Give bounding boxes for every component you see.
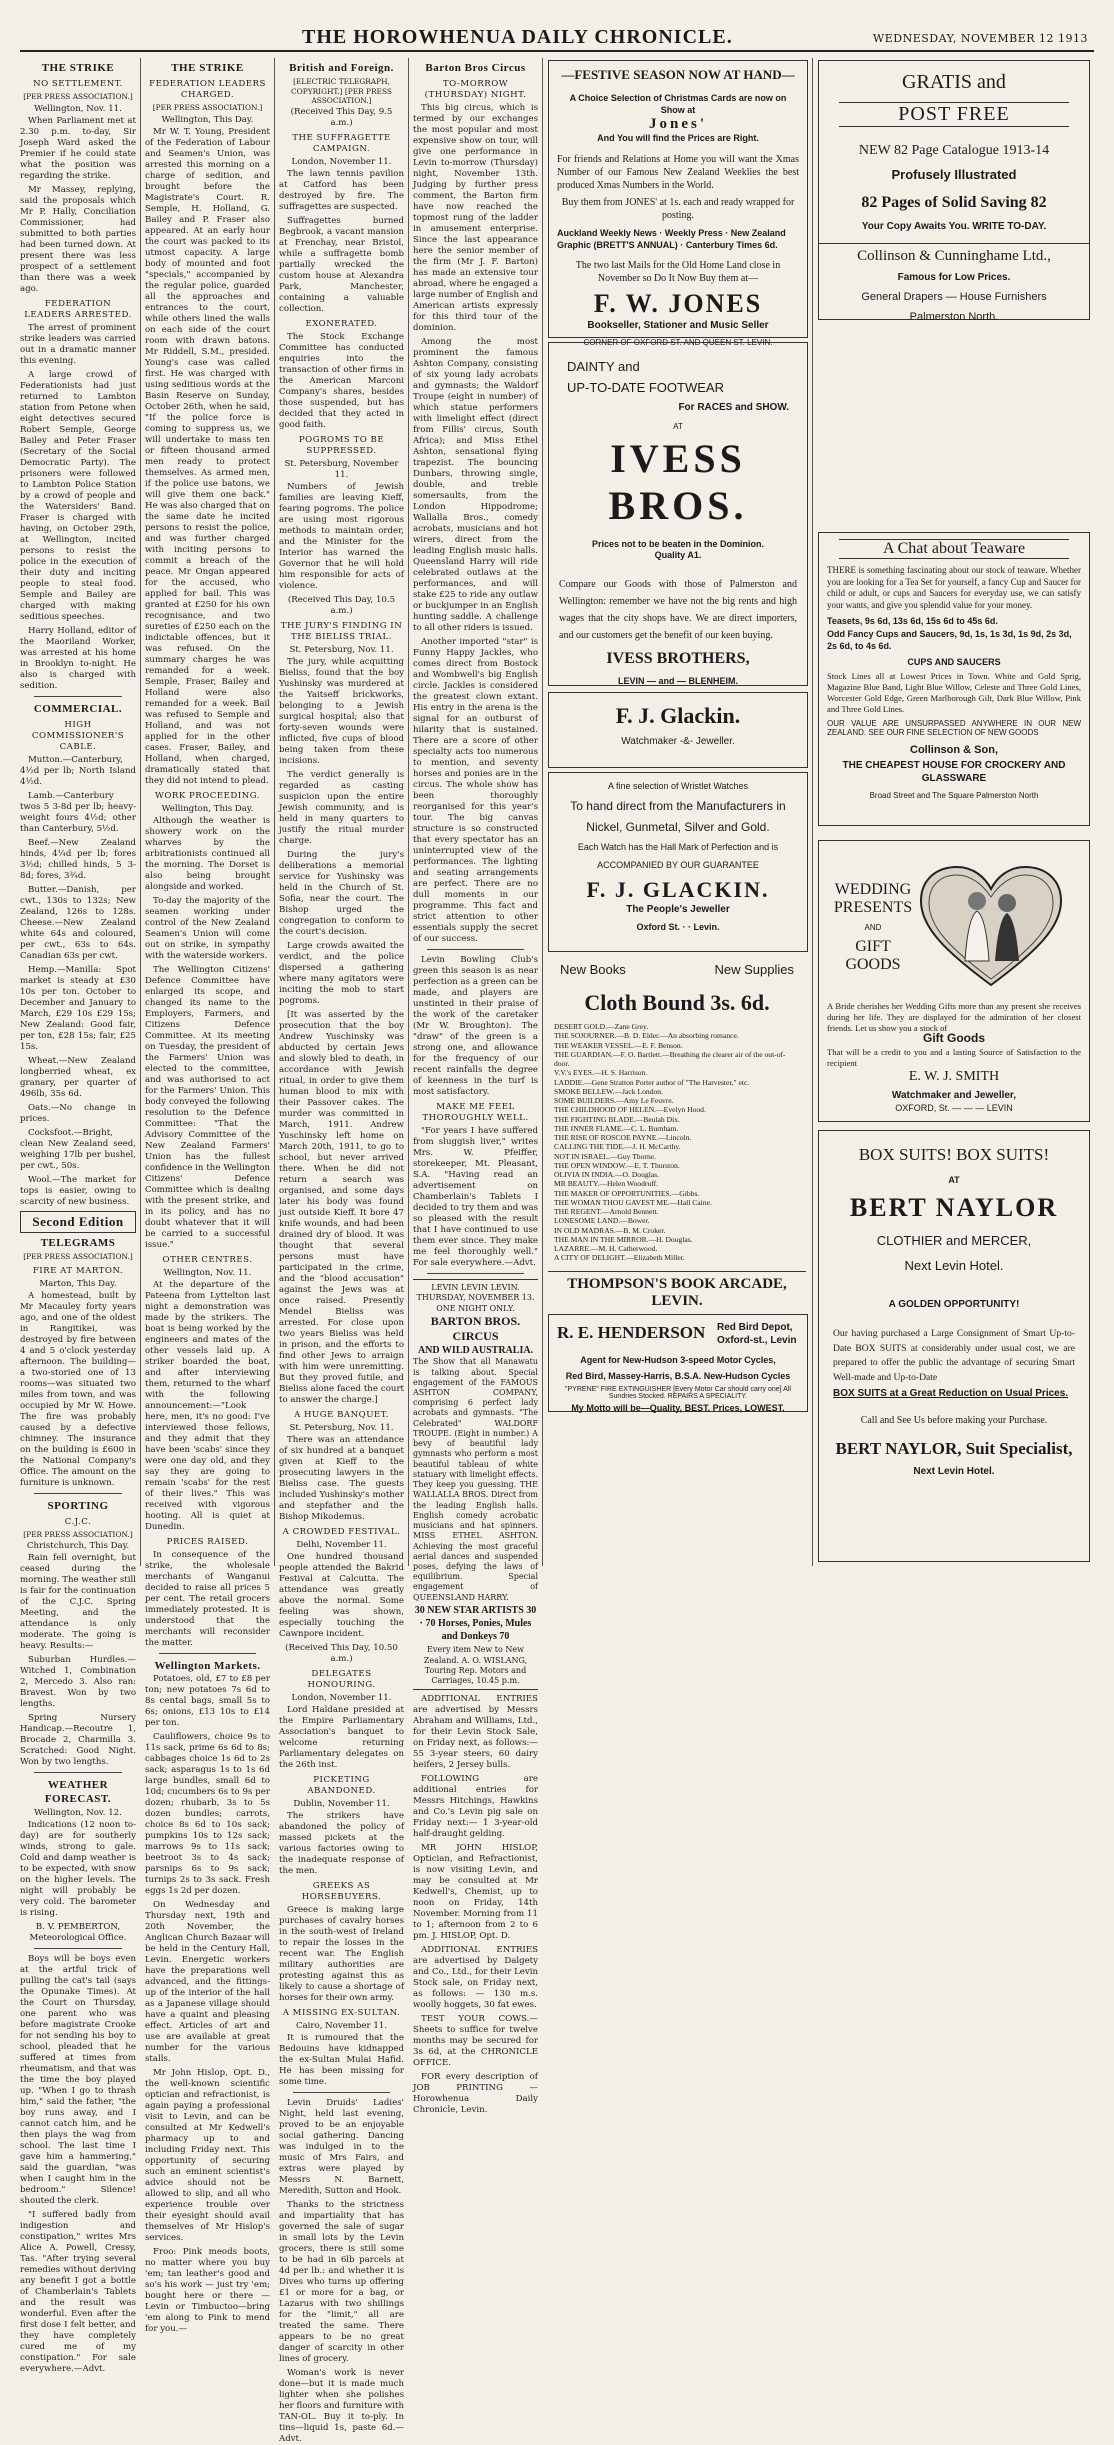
- ad-text: GRATIS and: [902, 71, 1006, 93]
- ad-firm-name: THOMPSON'S BOOK ARCADE, LEVIN.: [548, 1271, 806, 1310]
- received-time: (Received This Day, 10.5 a.m.): [287, 595, 396, 617]
- book-list-item: THE CHILDHOOD OF HELEN.—Evelyn Hood.: [554, 1105, 706, 1115]
- column-2: [145, 58, 270, 2334]
- classified-ad: MR JOHN HISLOP, Optician, and Refractionist, is now visiting Levin, and may be consulted at Mr Kedwell's, Chemist, up to noon on Friday, 14th November. Morning from 11 to 1; afternoon from 2 to 6 pm. J. HISLOP, Opt. D.: [413, 1843, 538, 1942]
- ad-text: New Books: [560, 962, 626, 977]
- paragraph: Oats.—No change in prices.: [20, 1102, 136, 1124]
- subheading: FEDERATION LEADERS ARRESTED.: [24, 298, 132, 320]
- ad-text: Next Levin Hotel.: [913, 1466, 995, 1478]
- edition-heading: Second Edition: [20, 1211, 136, 1234]
- ad-text: Profusely Illustrated: [891, 167, 1017, 182]
- ad-text: General Drapers — House Furnishers: [861, 290, 1047, 303]
- paragraph: Rain fell overnight, but ceased during the morning. The weather still is fair for the continuation of the C.J.C. Spring Meeting, and the attendance is only moderate. The going is heavy. Results:—: [20, 1553, 136, 1652]
- book-list-item: OLIVIA IN INDIA.—O. Douglas.: [554, 1170, 660, 1179]
- ad-text: Our having purchased a Large Consignment of Smart Up-to-Date BOX SUITS at considerably under usual cost, we are prepared to offer the public the advantage of securing Smart Well-made and Up-to-Date: [833, 1328, 1075, 1383]
- divider: [34, 1948, 122, 1949]
- ad-firm-name: E. W. J. SMITH: [908, 1069, 1000, 1084]
- subheading: A MISSING EX-SULTAN.: [282, 2008, 401, 2019]
- book-list-item: LADDIE.—Gene Stratton Porter author of "The Harvester," etc.: [554, 1077, 750, 1087]
- book-list-item: CALLING THE TIDE.—J. H. McCarthy.: [554, 1142, 681, 1152]
- dateline: Wellington, Nov. 12.: [34, 1807, 122, 1818]
- column-rule: [542, 58, 543, 1566]
- divider: [427, 949, 524, 950]
- paragraph: Spring Nursery Handicap.—Recoutre 1, Brocade 2, Charmilla 3. Scratched: Good Night. Won by two lengths.: [20, 1713, 136, 1768]
- ad-text: Odd Fancy Cups and Saucers, 9d, 1s, 1s 3d, 1s 9d, 2s 3d, 2s 6d, to 4s 6d.: [827, 629, 1072, 652]
- circus-ad-title: BARTON BROS. CIRCUS: [430, 1313, 521, 1344]
- paragraph: Lamb.—Canterbury twos 5 3-8d per lb; heavy-weight fours 4½d; other than Canterbury, 5½d.: [20, 790, 136, 834]
- ad-towns: LEVIN — and — BLENHEIM.: [617, 676, 738, 687]
- ad-text: Teasets, 9s 6d, 13s 6d, 15s 6d to 45s 6d.: [827, 615, 998, 626]
- subheading: EXONERATED.: [305, 319, 378, 330]
- book-list-item: THE OPEN WINDOW.—E. T. Thurston.: [554, 1160, 680, 1170]
- glackin-watches-advertisement: [548, 772, 808, 952]
- paragraph: This big circus, which is termed by our exchanges the most popular and most expensive show on tour, will give one performance in Levin to-morrow (Thursday) night, November 13th. Judging by further press comment, the Barton firm have now reached the topmost rung of the ladder in amusement enterprise. Since the last appearance here the senior member of the firm (Mr J. F. Barton) has made an extensive tour abroad, where he engaged a large number of English and American artists expressly for this third tour of the dominion.: [413, 103, 538, 334]
- ad-text: That will be a credit to you and a lasting Source of Satisfaction to the recipient: [827, 1047, 1081, 1069]
- paragraph: Numbers of Jewish families are leaving Kieff, fearing pogroms. The police are using most rigorous methods to maintain order, and the Minister for the Interior has warned the Governor that he will hold him responsible for acts of violence.: [279, 482, 404, 592]
- ad-catalogue: NEW 82 Page Catalogue 1913-14: [858, 143, 1050, 158]
- dateline: Marton, This Day.: [39, 1278, 117, 1289]
- column-rule: [274, 58, 275, 1566]
- ad-text: New Supplies: [714, 962, 794, 977]
- headline: Wellington Markets.: [154, 1659, 261, 1672]
- paragraph: Cocksfoot.—Bright, clean New Zealand seed, weighing 17lb per bushel, per cwt., 50s.: [20, 1127, 136, 1171]
- ad-town: Palmerston North.: [909, 311, 999, 324]
- henderson-advertisement: [548, 1314, 808, 1412]
- book-list-item: THE WEAKER VESSEL.—E. F. Benson.: [554, 1040, 683, 1050]
- paragraph: Mr John Hislop, Opt. D., the well-known scientific optician and refractionist, is again paying a professional visit to Levin, and can be consulted at Mr Kedwell's pharmacy up to and including Friday next. This opportunity of securing such an eminent scientist's advice should not be allowed to slip, and all who experience trouble over their eyesight should avail themselves of Mr Hislop's services.: [145, 2067, 270, 2243]
- ad-text: CUPS AND SAUCERS: [907, 656, 1001, 667]
- column-1: [20, 58, 136, 2374]
- headline: THE STRIKE: [171, 62, 244, 74]
- collinson-catalogue-advertisement: [818, 60, 1090, 324]
- jones-advertisement: [548, 60, 808, 348]
- ad-text: PRESENTS: [833, 899, 913, 916]
- subheading: C.J.C.: [64, 1516, 92, 1527]
- paragraph: Boys will be boys even at the artful trick of pulling the cat's tail (says the Opunake Times). At the Court on Thursday, one parent who was before magistrate Crooke for not sending his boy to school, pleaded that he suffered at times from rheumatism, and that was the time the boy played up. "When I go to thrash him," said the father, "the boy runs away, and I cannot catch him, and he then plays the wag from school. The last time I gave him a hammering," said the guardian, "was when I caught him in the bedroom." Silence! shouted the clerk.: [20, 1953, 136, 2206]
- ad-text: And You will find the Prices are Right.: [597, 133, 759, 144]
- book-list-item: THE GUARDIAN.—F. O. Bartlett.—Breathing the clearer air of the out-of-door.: [554, 1049, 786, 1068]
- paragraph: Large crowds awaited the verdict, and the police dispersed a gathering where many agitators were inciting the mob to start pogroms.: [279, 941, 404, 1007]
- paragraph: Mr Massey, replying, said the proposals which Mr P. Hally, Conciliation Commissioner, had submitted to both parties had been turned down. At present there was less prospect of a settlement than there was a week ago.: [20, 184, 136, 294]
- column-rule: [812, 58, 813, 1566]
- paragraph: Greece is making large purchases of cavalry horses in the south-west of Ireland to repair the losses in the recent war. The English military authorities are protesting against this as likely to cause a shortage of horses for their own army.: [279, 1905, 404, 2004]
- ad-text: The two last Mails for the Old Home Land close in November so Do It Now Buy them at—: [575, 260, 781, 285]
- issue-date: WEDNESDAY, NOVEMBER 12 1913: [872, 32, 1088, 45]
- dateline: Wellington, This Day.: [161, 114, 254, 125]
- circus-ad-figures: 30 NEW STAR ARTISTS 30 · 70 Horses, Ponies, Mules and Donkeys 70: [414, 1604, 537, 1642]
- divider: [427, 1273, 524, 1274]
- subheading: PRICES RAISED.: [166, 1536, 249, 1547]
- ad-text: POST FREE: [839, 102, 1069, 127]
- book-list-item: THE MAN IN THE MIRROR.—H. Douglas.: [554, 1234, 693, 1244]
- ad-heading: A Chat about Teaware: [839, 539, 1069, 559]
- subheading: NO SETTLEMENT.: [33, 79, 123, 90]
- ad-text: A fine selection of Wristlet Watches: [607, 781, 749, 791]
- ad-firm-name: F. J. Glackin.: [615, 703, 741, 728]
- subheading: FIRE AT MARTON.: [32, 1265, 124, 1276]
- subheading: HIGH COMMISSIONER'S CABLE.: [31, 719, 125, 752]
- ad-address: CORNER OF OXFORD ST. AND QUEEN ST. LEVIN.: [583, 338, 773, 348]
- book-list: [554, 1022, 800, 1263]
- glackin-advertisement: [548, 692, 808, 768]
- received-time: (Received This Day, 10.50 a.m.): [285, 1643, 398, 1665]
- ad-text: To hand direct from the Manufacturers in: [570, 798, 786, 813]
- ad-trade: Bookseller, Stationer and Music Seller: [587, 320, 769, 332]
- paragraph: The Stock Exchange Committee has conducted enquiries into the transaction of other firms in the American Marconi Company's shares, besides those suspended, but has decided that they acted in good faith.: [279, 332, 404, 431]
- column-rule: [408, 58, 409, 1566]
- paragraph: Mr W. T. Young, President of the Federation of Labour and Seamen's Union, was arrested this morning on a charge of sedition, and brought before the Magistrate's Court. R. Semple, H. Holland, G. Bailey and P. Fraser also appeared. At an early hour the court was packed to its utmost capacity. A large body of mounted and foot "specials," accompanied by the regular police, guarded all the approaches and entrances to the court, while others lined the walls on each side of the court room with drawn batons. Mr Riddell, S.M., presided. Young's case was called first. He was charged with using seditious words at the Basin Reserve on Sunday, October 26th, when he said, "If the police force is coming to suppress us, we will undertake to mass ten or fifteen thousand armed men ready to protect themselves. As armed men, if the police use batons, we will give them one back." He was also charged that on the same date he incited persons to resist the police, and was further charged with inciting persons to commit a breach of the peace. Mr Ongan appeared for the accused, who applied for bail. This was granted at £250 for his own recognisance, and two sureties of £250 each on the indictable offences, but it was refused. On the summary charges he was remanded for a week. Semple, Fraser, Bailey and Holland were also remanded for a week. Bail was refused to Semple and Holland, and was not applied for in the other cases. Fraser, Bailey, and Holland, when charged, dramatically stated that they did not intend to plead.: [145, 126, 270, 786]
- ad-text: THE CHEAPEST HOUSE FOR CROCKERY AND GLASSWARE: [842, 760, 1066, 785]
- ad-text: A Choice Selection of Christmas Cards are now on Show at: [569, 93, 787, 115]
- dateline: Delhi, November 11.: [296, 1540, 387, 1551]
- dateline: Wellington, Nov. 11.: [163, 1267, 252, 1278]
- ad-text: DAINTY and: [567, 359, 640, 374]
- column-rule: [140, 58, 141, 1566]
- ad-firm-name-2: BERT NAYLOR, Suit Specialist,: [835, 1439, 1073, 1459]
- paragraph: At the departure of the Pateena from Lyttelton last night a demonstration was made by the strikers. The boat is being worked by the engineers and mates of the other vessels laid up. A striker boarded the boat, and after interviewing them, returned to the wharf with the following announcement:—"Look here, men, it's no good: I've interviewed those fellows, and they admit that they have been 'scabs' since they were one day old, and they say they are going to remain 'scabs' for the rest of their lives." This was received with vigorous hooting. All is quiet at Dunedin.: [145, 1279, 270, 1532]
- paragraph: Froo: Pink meods boots, no matter where you buy 'em; tan leather's good and so's his work — just try 'em; bought here or there —Levin or Timbuctoo—bring 'em along to Pink to mend for you.—: [145, 2246, 270, 2334]
- book-list-item: LONESOME LAND.—Bower.: [554, 1216, 650, 1226]
- paragraph: Thanks to the strictness and impartiality that has governed the sale of sugar in small lots by the Levin grocers, there is still some to be had in 6lb parcels at 4d per lb.: and whether it is Dives who turns up offering £1 or more for a bag, or Lazarus with two shillings for the "limit," all are treated the same. There appears to be no great danger of scarcity in other lines of grocery.: [279, 2200, 404, 2365]
- ad-text: A Bride cherishes her Wedding Gifts more than any present she receives during her life. They are displayed for the admiration of her closest friends. Let us show you a stock of: [827, 1001, 1081, 1034]
- headline: THE STRIKE: [41, 62, 115, 74]
- paragraph: Levin Bowling Club's green this season is as near perfection as a green can be made, and players are unstinted in their praise of the work of the caretaker (Mr W. Broughton). The "draw" of the green is a strong one, and allowance for the frequency of our recent rainfalls the degree of keenness in the turf is most satisfactory.: [413, 955, 538, 1098]
- ad-motto: My Motto will be—Quality, BEST. Prices, LOWEST.: [571, 1403, 785, 1414]
- ad-address: Oxford St. · · Levin.: [636, 922, 720, 933]
- ad-firm-name: R. E. HENDERSON: [557, 1323, 706, 1342]
- paragraph: Suburban Hurdles.—Witched 1, Combination 2, Mercedo 3. Also ran: Bravest. Won by two lengths.: [20, 1655, 136, 1710]
- column-4: [413, 58, 538, 2116]
- ad-at: AT: [673, 421, 683, 431]
- ad-text: Agent for New-Hudson 3-speed Motor Cycles,: [580, 1355, 776, 1365]
- ad-text: AT: [948, 1175, 960, 1185]
- headline: COMMERCIAL.: [33, 702, 123, 715]
- paragraph: One hundred thousand people attended the Bakrid Festival at Calcutta. The attendance was greatly above the normal. Some feeling was shown, especially touching the Cawnpore incident.: [279, 1552, 404, 1640]
- collinson-teaware-advertisement: [818, 532, 1090, 826]
- ad-trade: Watchmaker and Jeweller,: [891, 1090, 1017, 1101]
- paragraph: Cauliflowers, choice 9s to 11s sack, prime 6s 6d to 8s; cabbages choice 1s 6d to 2s sack; asparagus 1s to 1s 6d large bundles, small 6d to 10d; cucumbers 6s to 9s per dozen; rhubarb, 3s to 5s dozen bundles; carrots, choice 8s 6d to 10s sack; pumpkins 10s to 12s sack; marrows 9s to 11s sack; beetroot 3s to 4s sack; parsnips 6s to 9s sack; turnips 2s to 3s sack. Fresh eggs 1s 2d per dozen.: [145, 1731, 270, 1896]
- ad-text: AND: [864, 923, 882, 932]
- classified-ad: ADDITIONAL ENTRIES are advertised by Messrs Abraham and Williams, Ltd., for their Levin Stock Sale, on Friday next, as follows:— 55 3-year steers, 60 dairy heifers, 2 Jersey bulls.: [413, 1694, 538, 1771]
- book-list-item: LAZARRE.—M. H. Catherwood.: [554, 1244, 658, 1253]
- ad-text: GIFT: [855, 938, 891, 955]
- book-list-item: SMOKE BELLEW.—Jack London.: [554, 1086, 663, 1096]
- paragraph: The strikers have abandoned the policy of massed pickets at the various factories owing to the inadequate response of the men.: [279, 1811, 404, 1877]
- ad-text: Quality A1.: [654, 550, 702, 561]
- paragraph: The verdict generally is regarded as casting suspicion upon the entire Jewish community, and is held in many quarters to justify the ritual murder charge.: [279, 770, 404, 847]
- subheading: POGROMS TO BE SUPPRESSED.: [298, 435, 385, 457]
- paragraph: Mutton.—Canterbury, 4½d per lb; North Island 4½d.: [20, 754, 136, 787]
- heart-illustration: [915, 861, 1067, 991]
- dateline: St. Petersburg, Nov. 11.: [289, 645, 394, 656]
- paragraph: It is rumoured that the Bedouins have kidnapped the ex-Sultan Mulai Hafid. He has been missing for some time.: [279, 2033, 404, 2088]
- source-line: [PER PRESS ASSOCIATION.]: [23, 92, 133, 102]
- paragraph: Harry Holland, editor of the Maoriland Worker, was arrested at his home in Brooklyn to-night. He also is charged with sedition.: [20, 625, 136, 691]
- book-list-item: V.V.'s EYES.—H. S. Harrison.: [554, 1068, 648, 1078]
- paragraph: A homestead, built by Mr Macauley forty years ago, and one of the oldest in Rangitikei, was destroyed by fire between 4 and 5 o'clock yesterday afternoon. The building—a two-storied one of 13 rooms—was situated two miles from town, and was occupied by Mr W. Howe. The fire was probably caused by a defective chimney. The insurance on the building is £600 in the National Company's Office. The amount on the furniture is unknown.: [20, 1290, 136, 1488]
- smith-wedding-advertisement: [818, 840, 1090, 1122]
- book-list-item: A CITY OF DELIGHT.—Elizabeth Miller.: [554, 1253, 685, 1263]
- newspaper-title: THE HOROWHENUA DAILY CHRONICLE.: [302, 26, 733, 48]
- ad-firm-name: IVESS BROS.: [608, 435, 748, 528]
- ad-address: Broad Street and The Square Palmerston North: [869, 791, 1039, 801]
- ad-header-row: [548, 962, 806, 984]
- ad-name: Jones': [648, 116, 707, 133]
- paragraph: Suffragettes burned Begbrook, a vacant mansion at Frenchay, near Bristol, while a suffragette bomb partially wrecked the custom house at Alexandra Park, Manchester, containing a valuable collection.: [279, 216, 404, 315]
- ad-firm-name: F. W. JONES: [593, 289, 763, 319]
- ad-firm-name: Collinson & Cunninghame Ltd.,: [819, 243, 1089, 265]
- ad-text: THERE is something fascinating about our stock of teaware. Whether you are looking for a Tea Set for yourself, a fancy Cup and Saucer for child or adult, or cups and Saucers for everyday use, we can satisfy your wants, and give you splendid value for your money.: [827, 565, 1081, 611]
- paragraph: "I suffered badly from indigestion and constipation," writes Mrs Alice A. Powell, Cressy, Tas. "After trying several remedies without deriving any benefit I got a bottle of Chamberlain's Tablets and the result was wonderful. Even after the first dose I felt better, and they have completely cured me of my constipation." For sale everywhere.—Advt.: [20, 2209, 136, 2374]
- book-list-item: IN OLD MADRAS.—B. M. Croker.: [554, 1225, 666, 1235]
- ad-text: Stock Lines all at Lowest Prices in Town. White and Gold Sprig, Magazine Blue Band, Light Blue Willow, Celeste and Three Gold Lines, Worcester Gold Edge, Green Marlborough Gilt, Dark Blue Willow, Pink and Three Gold Lines.: [827, 670, 1081, 715]
- book-list-item: NOT IN ISRAEL.—Guy Thorne.: [554, 1151, 657, 1161]
- ad-cloth-price: Cloth Bound 3s. 6d.: [584, 990, 770, 1015]
- wedding-title-block: [829, 881, 917, 974]
- book-list-item: THE SOJOURNER.—B. D. Elder.—An absorbing romance.: [554, 1031, 739, 1041]
- ad-firm-name: Collinson & Son,: [910, 744, 998, 757]
- ad-text: Red Bird, Massey-Harris, B.S.A. New-Hudson Cycles: [565, 1370, 791, 1381]
- headline: Barton Bros Circus: [425, 62, 526, 74]
- paragraph: Potatoes, old, £7 to £8 per ton; new potatoes 7s 6d to 8s cental bags, small 5s to 6s; onions, £13 10s to £14 per ton.: [145, 1673, 270, 1728]
- headline: British and Foreign.: [289, 62, 394, 74]
- dateline: Christchurch, This Day.: [26, 1541, 130, 1552]
- paragraph: The jury, while acquitting Bieliss, found that the boy Yushinsky was murdered at the Yaitseff brickworks, belonging to a Jewish surgical hospital; also that forty-seven wounds were inflicted, five cups of blood being taken from these incisions.: [279, 657, 404, 767]
- ad-firm-name: F. J. GLACKIN.: [586, 877, 770, 903]
- ad-text: OUR VALUE ARE UNSURPASSED ANYWHERE IN OUR NEW ZEALAND. SEE OUR FINE SELECTION OF NEW GOODS: [827, 719, 1081, 738]
- ad-text: Buy them from JONES' at 1s. each and ready wrapped for posting.: [561, 197, 795, 222]
- subheading: MAKE ME FEEL THOROUGHLY WELL.: [422, 1102, 529, 1124]
- ad-text: Each Watch has the Hall Mark of Perfection and is: [577, 841, 779, 852]
- book-list-item: THE WOMAN THOU GAVEST ME.—Hall Caine.: [554, 1197, 712, 1207]
- classified-ad: ADDITIONAL ENTRIES are advertised by Dalgety and Co., Ltd., for their Levin Stock sale, on Friday next, as follows: — 130 m.s. woolly hoggets, 30 fat ewes.: [413, 1945, 538, 2011]
- book-list-item: THE MAKER OF OPPORTUNITIES.—Gibbs.: [554, 1188, 700, 1198]
- ad-text: Compare our Goods with those of Palmerston and Wellington: remember we have not the big rents and high wages that the city shops have. We are direct importers, and our customers get the benefit of our keen buying.: [559, 579, 797, 642]
- paragraph: Beef.—New Zealand hinds, 4¼d per lb; fores 3½d; chilled hinds, 5 3-8d; fores, 3¾d.: [20, 837, 136, 881]
- ad-text: For RACES and SHOW.: [678, 401, 789, 413]
- ad-firm-name: BERT NAYLOR: [849, 1192, 1059, 1222]
- ad-heading: BOX SUITS! BOX SUITS!: [858, 1145, 1050, 1164]
- ad-heading: —FESTIVE SEASON NOW AT HAND—: [561, 67, 795, 82]
- ad-text: Gift Goods: [923, 1031, 985, 1045]
- ad-text: BOX SUITS at a Great Reduction on Usual Prices.: [833, 1388, 1069, 1400]
- ad-trade: CLOTHIER and MERCER,: [876, 1232, 1032, 1248]
- thompsons-book-advertisement: [548, 956, 806, 1308]
- paragraph: Woman's work is never done—but it is made much lighter when she polishes her floors and furniture with TAN-OL. Buy it to-ply. In tins—liquid 1s, paste 6d.—Advt.: [279, 2368, 404, 2445]
- ad-text: "PYRENE" FIRE EXTINGUISHER [Every Motor Car should carry one] All Sundries Stocked. REPAIRS A SPECIALITY.: [565, 1386, 791, 1401]
- paragraph: Hemp.—Manilla: Spot market is steady at £30 10s per ton. October to December and January to March, £29 10s £29 15s; New Zealand: Good fair, per ton, £28 15s; fair, £25 15s.: [20, 964, 136, 1052]
- ad-text: Famous for Low Prices.: [897, 271, 1011, 283]
- ad-pages: 82 Pages of Solid Saving 82: [861, 193, 1047, 211]
- dateline: Wellington, This Day.: [161, 803, 254, 814]
- ad-papers: Auckland Weekly News · Weekly Press · New Zealand Graphic (BRETT'S ANNUAL) · Canterbury Times 6d.: [557, 228, 786, 250]
- paragraph: Wheat.—New Zealand longberried wheat, ex granary, per quarter of 496lb, 35s 6d.: [20, 1055, 136, 1099]
- ad-header-row: [549, 1319, 807, 1353]
- circus-ad-body: The Show that all Manawatu is talking about. Special engagement of the FAMOUS ASHTON COMPANY, comprising 6 perfect lady acrobats and gymnasts. "The Celebrated" WALDORF TROUPE. (Eight in number.) A bevy of beautiful lady gymnasts who perform a most beautiful tableau of white statuary with limelight effects. They keep you guessing. THE WALLALLA BROS. Direct from the leading English halls. English comedy acrobatic musicians and hat spinners. MISS ETHEL ASHTON. Achieving the most graceful aerial dances and suspended poses, defying the laws of equilibrium. Special engagement of QUEENSLAND HARRY.: [413, 1357, 538, 1602]
- paragraph: During the jury's deliberations a memorial service for Yushinsky was held in the Church of St. Sofia, near the court. The Bishop urged the congregation to conform to the court's decision.: [279, 850, 404, 938]
- dateline: Cairo, November 11.: [295, 2021, 388, 2032]
- divider: [34, 1493, 122, 1494]
- ad-firm-name-2: IVESS BROTHERS,: [606, 650, 750, 668]
- subheading: A CROWDED FESTIVAL.: [282, 1527, 401, 1538]
- headline: WEATHER FORECAST.: [44, 1779, 112, 1806]
- subheading: DELEGATES HONOURING.: [307, 1669, 376, 1691]
- paragraph: A large crowd of Federationists had just returned to Lambton station from Petone when eight detectives secured Robert Semple, George Bailey and Peter Fraser (Secretary of the Social Democratic Party). The prisoners were followed to Lambton Police Station by a crowd of people and the Watersiders' Band. Fraser is charged with having, on October 29th, at Wellington, incited persons to resist the police in the execution of their duty and inciting people to steal food. Semple and Bailey are charged with making seditious speeches.: [20, 369, 136, 622]
- signature: B. V. PEMBERTON, Meteorological Office.: [29, 1921, 127, 1943]
- subheading: PICKETING ABANDONED.: [307, 1775, 376, 1797]
- source-line: [PER PRESS ASSOCIATION.]: [23, 1529, 133, 1539]
- ad-text: Next Levin Hotel.: [904, 1257, 1004, 1273]
- paragraph: On Wednesday and Thursday next, 19th and 20th November, the Anglican Church Bazaar will be held in the Century Hall, Levin. Energetic workers have the preparations well advanced, and the fittings-up of the interior of the hall as a Japanese village should have a quaint and pleasing effect. Articles of art and use are available at great number for the various stalls.: [145, 1899, 270, 2064]
- dateline: London, November 11.: [291, 1693, 392, 1704]
- paragraph: Indications (12 noon to-day) are for southerly winds, strong to gale. Cold and damp weather is to be expected, with snow on the higher levels. The night will probably be very cold. The barometer is rising.: [20, 1819, 136, 1918]
- dateline: St. Petersburg, November 11.: [284, 459, 399, 481]
- paragraph: Although the weather is showery work on the wharves by the arbitrationists continued all the morning. The Dorset is also being brought alongside and worked.: [145, 815, 270, 892]
- book-list-item: SOME BUILDERS.—Amy Le Feuvre.: [554, 1096, 674, 1105]
- ad-address: OXFORD, St. — — — LEVIN: [895, 1103, 1013, 1113]
- ad-trade: Watchmaker -&- Jeweller.: [621, 736, 735, 747]
- book-list-item: DESERT GOLD.—Zane Grey.: [554, 1022, 649, 1031]
- paragraph: In consequence of the strike, the wholesale merchants of Wanganui decided to raise all prices 5 per cent. The retail grocers immediately protested. It is understood that the merchants will reconsider the matter.: [145, 1549, 270, 1648]
- dateline: Wellington, Nov. 11.: [34, 103, 122, 114]
- paragraph: The lawn tennis pavilion at Catford has been destroyed by fire. The suffragettes are suspected.: [279, 169, 404, 213]
- ad-text: WEDDING: [834, 881, 912, 898]
- dateline: St. Petersburg, Nov. 11.: [289, 1423, 394, 1434]
- masthead: [20, 26, 1094, 52]
- subheading: THE SUFFRAGETTE CAMPAIGN.: [292, 133, 391, 155]
- headline: SPORTING: [47, 1499, 109, 1512]
- ad-text: ACCOMPANIED BY OUR GUARANTEE: [597, 859, 759, 870]
- book-list-item: THE FIGHTING BLADE.—Beulah Dix.: [554, 1114, 680, 1124]
- paragraph: There was an attendance of six hundred at a banquet given at Kieff to the prosecuting lawyers in the Bieliss case. The guests included Yushinsky's mother and stepfather and the Bishop Mikodemus.: [279, 1435, 404, 1523]
- paragraph: The Wellington Citizens' Defence Committee have enlarged its scope, and changed its name to the Employers, Farmers, and Citizens Defence Committee. At its meeting on Tuesday, the president of the Farmers' Union was elected to the committee, and was authorised to act for the Farmers' Union. This body conveyed the following resolution to the Defence Committee: "That the Advisory Committee of the New Zealand Farmers' Union has the fullest confidence in the Wellington Citizens' Defence Committee which is dealing with the present strike, and in its policy, and has no doubt whatever that it will be carried to a successful issue.": [145, 964, 270, 1250]
- column-3: [279, 58, 404, 2445]
- ad-text: For friends and Relations at Home you will want the Xmas Number of our Famous New Zealand Weeklies the best produced Xmas Numbers in the World.: [557, 154, 799, 192]
- headline: TELEGRAMS: [40, 1237, 116, 1250]
- book-list-item: THE INNER FLAME.—C. L. Burnham.: [554, 1123, 679, 1133]
- ad-text: GOODS: [845, 956, 901, 973]
- classified-ad: FOR every description of JOB PRINTING — Horowhenua Daily Chronicle, Levin.: [413, 2072, 538, 2116]
- circus-ad-title-2: AND WILD AUSTRALIA.: [417, 1344, 534, 1356]
- circus-ad-line: LEVIN LEVIN LEVIN. THURSDAY, NOVEMBER 13. ONE NIGHT ONLY.: [416, 1283, 535, 1313]
- paragraph: Lord Haldane presided at the Empire Parliamentary Association's banquet to welcome returning Parliamentary delegates on the 26th inst.: [279, 1705, 404, 1771]
- paragraph: [It was asserted by the prosecution that the boy Andrew Yuschinsky was abducted by certain Jews and slowly bled to death, in accordance with Jewish ritual, in order to give them human blood to mix with their Passover cakes. The murder was committed in March, 1911. Andrew Yuschinsky left home on March 20th, 1911, to go to school, but never arrived there. When he did not return a search was organised, and some days later his body was found just outside Kieff. It bore 47 knife wounds, and had been drained dry of blood. It was thought that several persons must have participated in the crime, and the "blood accusation" against the Jews was at once raised. Presently Mendel Bieliss was arrested. For close upon two years Bieliss was held in prison, and the efforts to find other Jews to arraign with him were unremitting. But they proved futile, and Bieliss alone faced the court to answer the charge.]: [279, 1010, 404, 1406]
- paragraph: Among the most prominent the famous Ashton Company, consisting of six young lady acrobats and gymnasts; the Waldorf Troupe (eight in number) of which statue performers with limelight effect (direct from Fillis' circus, South Africa); and Miss Ethel Ashton, sensational flying trapezist. The bouncing Dunbars, throwing single, double, and treble somersaults, from the London Hippodrome; Wallalla Bros., comedy acrobats, musicians and hot wirers, direct from the leading English music halls. Queensland Harry will ride celebrated outlaws at the performances, and will stake £25 to ride any outlaw or buckjumper in an English hunting saddle. A challenge to all other riders is issued.: [413, 337, 538, 634]
- subheading: FEDERATION LEADERS CHARGED.: [149, 79, 266, 101]
- subheading: TO-MORROW (THURSDAY) NIGHT.: [424, 79, 527, 101]
- paragraph: The arrest of prominent strike leaders was carried out in a dramatic manner this evening.: [20, 322, 136, 366]
- classified-ad: FOLLOWING are additional entries for Messrs Hitchings, Hawkins and Co.'s Levin pig sale on Friday next:— 1 3-year-old half-draught gelding.: [413, 1774, 538, 1840]
- paragraph: Another imported "star" is Funny Happy Jackles, who comes direct from Bostock and Wombwell's big English circle. Jackles is considered the greatest clown extant. His entry in the arena is the signal for an outburst of hilarity that is sustained. There are a score of other specialty acts too numerous to mention, and seventy horses and ponies are in the circus. The whole show has been thoroughly reorganised for this year's tour. The big canvas structure is so constructed that every spectator has an uninterrupted view of the performances. The lighting and seating arrangements are perfect. There are no dull moments in our programme. This fact and strict attention to other essentials supply the secret of our success.: [413, 637, 538, 945]
- ad-depot: Red Bird Depot, Oxford-st., Levin: [717, 1322, 797, 1346]
- divider: [34, 1772, 122, 1773]
- source-line: [PER PRESS ASSOCIATION.]: [23, 1252, 133, 1262]
- subheading: THE JURY'S FINDING IN THE BIELISS TRIAL.: [280, 621, 403, 643]
- paragraph: "For years I have suffered from sluggish liver," writes Mrs. W. Pfeiffer, storekeeper, Mt. Pleasant, S.A. "Having read an advertisement on Chamberlain's Tablets I decided to try them and was so pleased with the result that I have continued to use them ever since. They make me feel thoroughly well." For sale everywhere.—Advt.: [413, 1126, 538, 1269]
- dateline: Dublin, November 11.: [293, 1799, 390, 1810]
- dateline: London, November 11.: [291, 157, 392, 168]
- circus-ad-footer: Every item New to New Zealand. A. O. WISLANG, Touring Rep. Motors and Carriages, 10.45 p.m.: [423, 1645, 528, 1686]
- paragraph: Levin Druids' Ladies' Night, held last evening, proved to be an enjoyable social gathering. Dancing was indulged in to the music of Mrs Fairs, and extras were played by Messrs N. Barnett, Meredith, Sutton and Hook.: [279, 2098, 404, 2197]
- paragraph: Butter.—Danish, per cwt., 130s to 132s; New Zealand, 126s to 128s. Cheese.—New Zealand white 64s and coloured, per cwt., 63s to 64s. Canadian 63s per cwt.: [20, 884, 136, 961]
- received-time: (Received This Day, 9.5 a.m.): [290, 107, 393, 129]
- subheading: GREEKS AS HORSEBUYERS.: [301, 1881, 382, 1903]
- paragraph: When Parliament met at 2.30 p.m. to-day, Sir Joseph Ward asked the Premier if he could state what the position was regarding the strike.: [20, 115, 136, 181]
- circus-advertisement: [413, 1279, 538, 1690]
- ivess-advertisement: [548, 342, 808, 686]
- classified-ad: TEST YOUR COWS.—Sheets to suffice for twelve months may be secured for 3s 6d, at the CHRONICLE OFFICE.: [413, 2014, 538, 2069]
- divider: [293, 2092, 390, 2093]
- ad-text: Prices not to be beaten in the Dominion.: [591, 538, 764, 549]
- ad-text: Call and See Us before making your Purchase.: [860, 1415, 1048, 1427]
- ad-text: Nickel, Gunmetal, Silver and Gold.: [586, 820, 770, 835]
- paragraph: To-day the majority of the seamen working under control of the New Zealand Seamen's Union will come out on strike, in sympathy with the waterside workers.: [145, 895, 270, 961]
- subheading: A HUGE BANQUET.: [294, 1410, 389, 1421]
- divider: [159, 1653, 256, 1654]
- source-line: [ELECTRIC TELEGRAPH, COPYRIGHT.] [PER PRESS ASSOCIATION.]: [291, 77, 392, 106]
- paragraph: Wool.—The market for tops is easier, owing to scarcity of new business.: [20, 1174, 136, 1207]
- book-list-item: THE REGENT.—Arnold Bennett.: [554, 1207, 659, 1216]
- ad-text: A GOLDEN OPPORTUNITY!: [888, 1299, 1020, 1311]
- book-list-item: MR BEAUTY.—Helen Woodruff.: [554, 1179, 659, 1189]
- ad-text: UP-TO-DATE FOOTWEAR: [567, 379, 724, 395]
- source-line: [PER PRESS ASSOCIATION.]: [152, 103, 263, 113]
- ad-text: The People's Jeweller: [626, 904, 730, 916]
- book-list-item: THE RISE OF ROSCOE PAYNE.—Lincoln.: [554, 1133, 692, 1142]
- subheading: WORK PROCEEDING.: [154, 790, 260, 801]
- divider: [34, 696, 122, 697]
- ad-text: Your Copy Awaits You. WRITE TO-DAY.: [861, 220, 1047, 232]
- naylor-box-suits-advertisement: [818, 1130, 1090, 1562]
- subheading: OTHER CENTRES.: [162, 1254, 253, 1265]
